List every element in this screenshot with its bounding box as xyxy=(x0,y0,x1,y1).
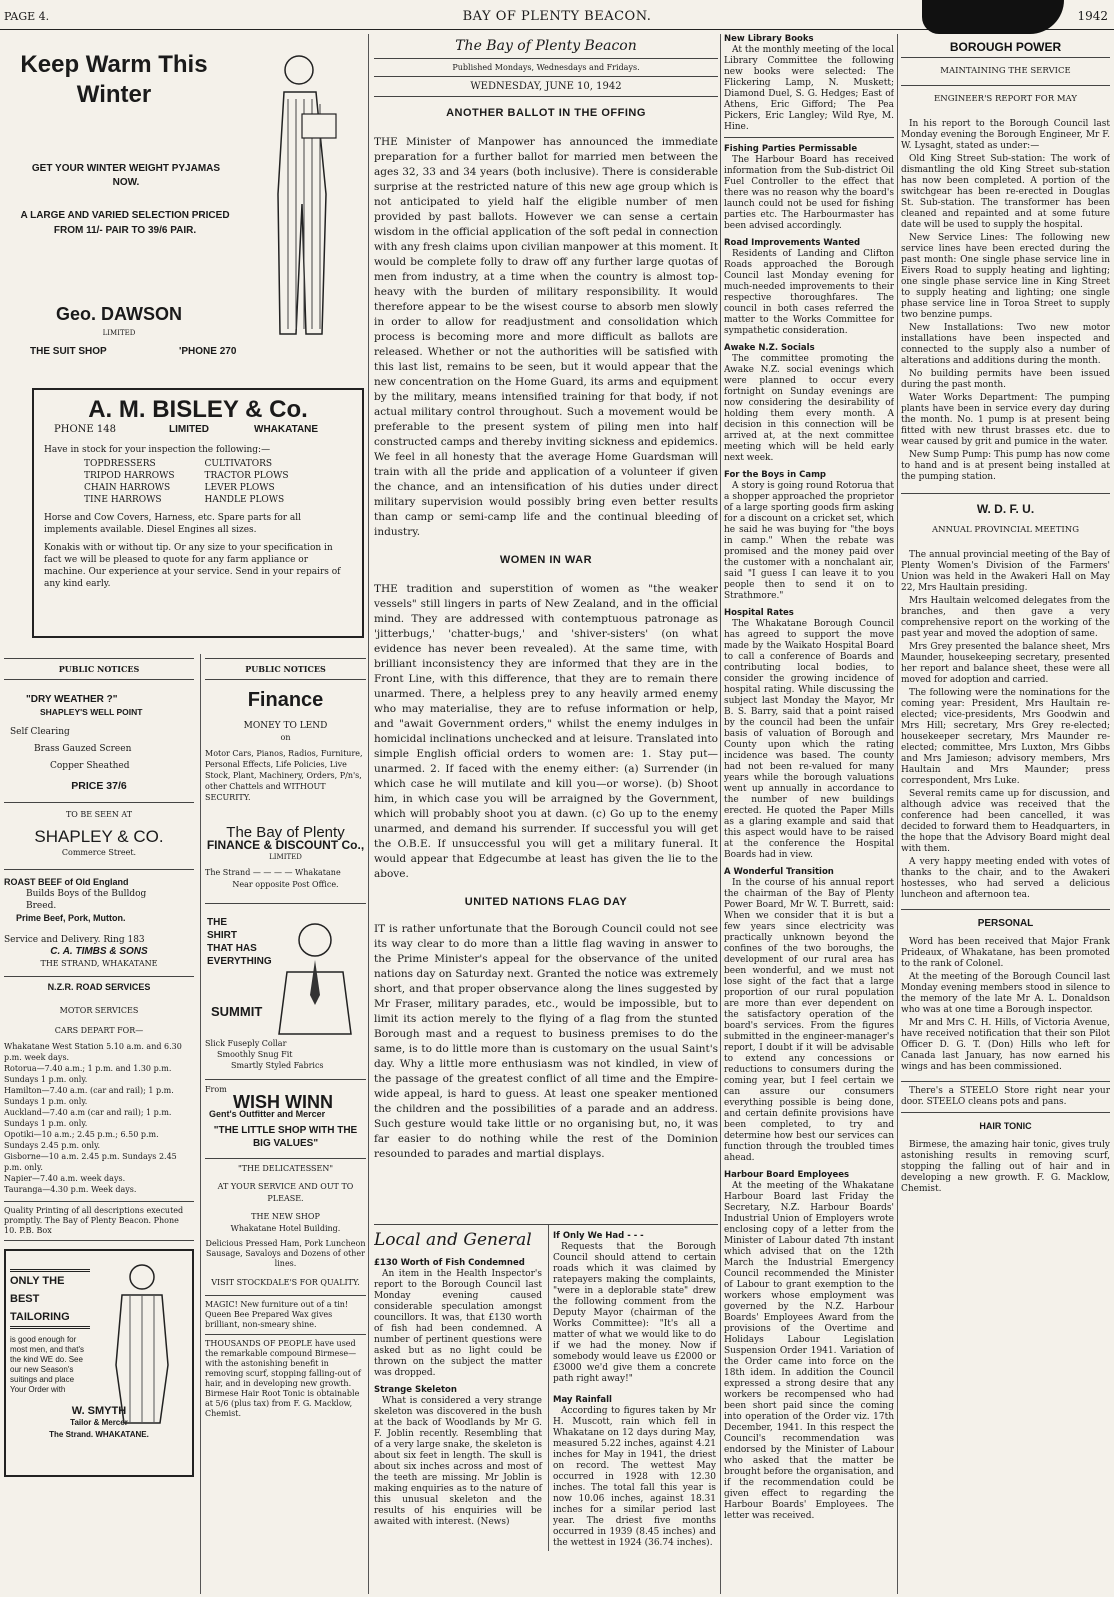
timetable: Whakatane West Station 5.10 a.m. and 6.30 p.m. week days. Rotorua—7.40 a.m.; 1 p.m. and 1.30 p.m. Sundays 1 p.m. only. Hamilton—7.40 a.m. (car and rail); 1 p.m. Sundays 1 p.m. only. Auckland—7.40 a.m (car and rail); 1 p.m. Sundays 1 p.m. only. Opotiki—10 a.m.; 2.45 p.m.; 6.50 p.m. Sundays 2.45 p.m. only. Gisborne—10 a.m. 2.45 p.m. Sundays 2.45 p.m. only. Napier—7.40 a.m. week days. Tauranga—4.30 p.m. Week days. xyxy=(4,1042,182,1194)
column-rule xyxy=(368,34,369,1594)
dawson-ad: Keep Warm This Winter GET YOUR WINTER WEIGHT PYJAMAS NOW. A LARGE AND VARIED SELECTION PRICED FROM 11/- PAIR TO 39/6 PAIR. Geo. DAWSON LIMITED THE SUIT SHOP 'PHONE 270 xyxy=(4,34,366,344)
editorial-column: The Bay of Plenty Beacon Published Mondays, Wednesdays and Fridays. WEDNESDAY, JUNE 10, 1942 ANOTHER BALLOT IN THE OFFING THE Minister of Manpower has announced the immediate preparation for a further ballot for married men between the ages 32, 33 and 34 years (both inclusive). There is considerable surprise at the restricted nature of this new age group which is not anticipated to yield half the eligible number of men provided by past ballots. However we can sense a certain wisdom in the official application of the soft pedal in connection with any fresh claims upon civilian manpower at this moment. It would be complete folly to draw off any further large quotas of men from industry, at a time when the country is almost top-heavy with the burden of military responsibility. It would therefore appear to be the wisest course to absorb men slowly in order to allow for readjustment and consolidation which process is becoming more and more difficult as ballots are released. Whether or not the authorities will be satisfied with this last list, remains to be seen, but it would appear that the new concentration on the Home Guard, its arms and equipment by the military, means intensified training for that body, if not actual military control throughout. Such a movement would be preferable to the present system of piling men into half constructed camps and thereby inviting sickness and epidemics. We feel in all honesty that the average Home Guardsman will train with all the pride and application of a volunteer if given the chance, and an intensification of his duties under direct military supervision would possibly bring even better results than camp or semi-camp life and the continual bleeding of industry. WOMEN IN WAR THE tradition and superstition of women as "the weaker vessels" still lingers in parts of New Zealand, and in the official mind. They are addressed with contemptuous patronage as 'jitterbugs,' 'chatter-bugs,' and 'shiver-sisters' (on what evidence has never been revealed). At the same time, with brilliant inconsistency they are informed that they are in the Front Line, with this difference, that they are to remain there unarmed. There, a helpless prey to any heavily armed enemy who may materialise, they are to refuse information or help, and "await Government orders," whilst the enemy indulges in homicidal inclinations unchecked and at leisure. Translated into simple English official orders to women are: 1. Stay put—unarmed. 2. If faced with the enemy either: (a) Surrender (in which case he will mutilate and kill you—or worse). (b) Shoot him, in which case you will be arraigned by the Government, which will probably shoot you at dawn. (c) Go up to the enemy unarmed, and demand his surrender. If successful you will get the O.B.E. If unsuccessful you will get a military funeral. It would appear that Edgecumbe at least has given the lie to the above. UNITED NATIONS FLAG DAY IT is rather unfortunate that the Borough Council could not see its way clear to do more than a little flag waving in answer to the Prime Minister's appeal for the observance of the united nations day on Saturday next. Granted the notice was extremely short, and that proper observance along the lines suggested by Mr Fraser, military parades, etc., would be impossible, but to limit its action merely to the flying of a flag from the stunted Borough mast and a request to business premises to do the same, is to do little more than is customary on the usual Saint's day. Why a little more enthusiasm was not kindled, in view of the passage of the greatest conflict of all time and the Empire-wide appeal, is hard to guess. At least one speaker mentioned the children and the possibilities of a parade and an address. Such gesture would take little or no organising but, no, it was far easier to do nothing while the rest of the Dominion resounded to parades and martial displays. xyxy=(374,38,718,1160)
left-ads xyxy=(4,34,366,1594)
pyjama-man-illustration xyxy=(254,44,354,344)
page-number: PAGE 4. xyxy=(4,10,50,23)
headline-ballot: ANOTHER BALLOT IN THE OFFING xyxy=(446,107,646,119)
public-notices-right: PUBLIC NOTICES Finance MONEY TO LEND on Motor Cars, Pianos, Radios, Furniture, Personal Effects, Life Policies, Live Stock, Plant, Machinery, Orders, P/n's, other Chattels and WITHOUT SECURITY. The Bay of Plenty FINANCE & DISCOUNT Co., LIMITED The Strand — — — — Whakatane Near opposite Post Office. THE SHIRT THAT HAS EVERYTHING SUMMIT Slick Fuseply Collar Smoothly Snug Fit Smartly Styled Fabrics From WISH WINN Gent's Outfitter and Mercer "THE LITTLE SHOP WITH THE BIG VALUES" "THE DELICATESSEN" AT YOUR SERVICE AND OUT TO PLEASE. THE NEW SHOP Whakatane Hotel Building. Delicious Pressed Ham, Pork Luncheon Sausage, Savaloys and Dozens of other lines. VISIT STOCKDALE'S FOR QUALITY. MAGIC! New furniture out of a tin! Queen Bee Prepared Wax gives brilliant, non-smeary shine. THOUSANDS OF PEOPLE have used the remarkable compound Birmese—with the astonishing benefit in removing scurf, stopping falling-out of hair, and in developing new growth. Birmese Hair Root Tonic is obtainable at 5/6 (plus tax) from F. G. Macklow, Chemist. xyxy=(200,654,366,1594)
headline-flag-day: UNITED NATIONS FLAG DAY xyxy=(464,896,628,908)
paper-title: BAY OF PLENTY BEACON. xyxy=(462,9,652,24)
header-date: 1942 xyxy=(1077,9,1108,23)
shapley-name: SHAPLEY & CO. xyxy=(34,827,164,846)
summit-ad: THE SHIRT THAT HAS EVERYTHING SUMMIT xyxy=(205,910,366,1038)
headline-women: WOMEN IN WAR xyxy=(499,554,593,566)
wish-winn: WISH WINN xyxy=(233,1092,333,1112)
bisley-name: A. M. BISLEY & Co. xyxy=(88,396,308,423)
bisley-ad: A. M. BISLEY & Co. PHONE 148 LIMITED WHAKATANE Have in stock for your inspection the following:— TOPDRESSERS TRIPOD HARROWS CHAIN HARROWS TINE HARROWS CULTIVATORS TRACTOR PLOWS LEVER PLOWS HANDLE PLOWS Horse and Cow Covers, Harness, etc. Spare parts for all implements available. Diesel Engines all sizes. Konakis with or without tip. Or any size to your specification in fact we will be pleased to quote for any farm appliance or machine. Our experience at your service. Send in your repairs of any kind early. xyxy=(32,388,364,638)
wdfu-title: W. D. F. U. xyxy=(976,502,1035,516)
dawson-headline: Keep Warm This Winter xyxy=(20,51,208,108)
column-rule xyxy=(720,34,721,1594)
personal-title: PERSONAL xyxy=(977,918,1034,929)
column-rule xyxy=(897,34,898,1594)
news-column-4: BOROUGH POWER MAINTAINING THE SERVICE ENGINEER'S REPORT FOR MAY In his report to the Borough Council last Monday evening the Borough Engineer, Mr F. W. Lysaght, stated as under:— Old King Street Sub-station: The work of dismantling the old King Street sub-station has now been completed. A portion of the switchgear has been re-erected in Douglas St. Sub-station. The transformer has been cleaned and repainted and at some future date will be used to supply the hospital. New Service Lines: The following new service lines have been erected during the past month: One single phase service line in Eivers Road to supply heating and lighting; one single phase service line in King Street to supply heating and lighting; one single phase service line in Toroa Street to supply two benzine pumps. New Installations: Two new motor installations have been inspected and connected to the supply also a number of alterations and additions during the month. No building permits have been issued during the past month. Water Works Department: The pumping plants have been in service every day during the month. No. 1 pump is at present being fitted with new thrust brasses etc. due to wear caused by grit and pumice in the water. New Sump Pump: This pump has now come to hand and is at present being installed at the pumping station. W. D. F. U. ANNUAL PROVINCIAL MEETING The annual provincial meeting of the Bay of Plenty Women's Division of the Farmers' Union was held in the Awakeri Hall on May 22, Mrs Haultain presiding. Mrs Haultain welcomed delegates from the branches, and then gave a very comprehensive report on the working of the past year and moved the adoption of same. Mrs Grey presented the balance sheet, Mrs Maunder, housekeeping secretary, presented her report and balance sheet, these were all moved for adoption and carried. The following were the nominations for the coming year: President, Mrs Haultain re-elected; vice-presidents, Mrs Goodwin and Mrs Hill; secretary, Mrs Grey re-elected; housekeeper secretary, Mrs Maunder re-elected; committee, Mrs Luxton, Mrs Gibbs and Mrs Jamieson; advisory members, Mrs Haultain and Mrs Maunder; press correspondent, Mrs Luke. Several remits came up for discussion, and although advice was received that the conference had been cancelled, it was decided to forward them to Headquarters, in the hope that the Advisory Board might deal with them. A very happy meeting ended with votes of thanks to the chair, and to the Awakeri hostesses, who had served a delicious luncheon and afternoon tea. PERSONAL Word has been received that Major Frank Prideaux, of Whakatane, has been promoted to the rank of Colonel. At the meeting of the Borough Council last Monday evening members stood in silence to the memory of the late Mr A. L. Donaldson who was at one time a Borough inspector. Mr and Mrs C. H. Hills, of Victoria Avenue, have received notification that their son Pilot Officer D. G. T. (Don) Hills who left for Canada last January, has now earned his wings and has been commissioned. There's a STEELO Store right near your door. STEELO cleans pots and pans. HAIR TONIC Birmese, the amazing hair tonic, gives truly astonishing results in removing scurf, stopping the falling out of hair and in developing a new growth. F. G. Macklow, Chemist. xyxy=(901,40,1110,1194)
shirt-man-illustration xyxy=(265,910,365,1035)
news-column-3: New Library Books At the monthly meeting of the local Library Committee the following new books were selected: The Flickering Lamp, N. Muskett; Diamond Duel, S. G. Hedges; East of Athens, Eric Gifford; The Pea Pickers, Eric Langley; Wild Rye, M. Hine. Fishing Parties Permissable The Harbour Board has received information from the Sub-district Oil Fuel Controller to the effect that there was no reason why the board's launch could not be used for fishing parties etc. The Harbourmaster has been advised accordingly. Road Improvements Wanted Residents of Landing and Clifton Roads approached the Borough Council last Monday evening for much-needed improvements to their respective thoroughfares. The council in both cases referred the matter to the Works Committee for sympathetic consideration. Awake N.Z. Socials The committee promoting the Awake N.Z. social evenings which were planned to occur every fortnight on Sunday evenings are now considering the desirability of holding them every month. A decision in this connection will be arrived at, at the next committee meeting which will be held early next week. For the Boys in Camp A story is going round Rotorua that a shopper approached the proprietor of a large sporting goods firm asking for a discount on a cricket set, which he said he was buying for "the boys in camp." When the rebate was promised and the money paid over the customer with a nonchalant air, said "I guess I can leave it to you people then to send it on to Strathmore." Hospital Rates The Whakatane Borough Council has agreed to support the move made by the Waikato Hospital Board to call a conference of Boards and contributing local bodies, to consider the growing incidence of hospital rating. While discussing the subject last Monday the Mayor, Mr B. S. Barry, said that a point raised by the council had been the unfair basis of valuation of Borough and County upon which the rating incidence was based. The county had not been re-valued for many years while the borough valuations went up annually in accordance to the number of new buildings erected. He quoted the Paper Mills as a glaring example and said that this aspect would have to be raised at the conference the Hospital Boards had in view. A Wonderful Transition In the course of his annual report the chairman of the Bay of Plenty Power Board, Mr W. T. Burrett, said: When we consider that it is but a few years since electricity was practically unknown beyond the confines of the two boroughs, the development of our rural area has been wonderful, and we must not lose sight of the fact that a large proportion of our rural population are more than ever dependent on the satisfactory operation of the board's services. From the figures submitted in the engineer-manager's report, I doubt if it will be advisable to extend any concessions or reductions to consumers during the coming year, but I feel certain we can assure our consumers everything possible is being done, and certain definite provisions have been completed, to try and determine how best our services can function through the troubled times ahead. Harbour Board Employees At the meeting of the Whakatane Harbour Board last Friday the Secretary, N.Z. Harbour Boards' Industrial Union of Employers wrote enclosing copy of a letter from the Minister of Labour dated 7th instant which advised that on the 12th March the Industrial Emergency Council recommended the Minister of Labour to grant exemption to the workers whose employment was governed by the N.Z. Harbour Boards' Employees Award from the provisions of the Overtime and Holidays Labour Legislation Suspension Order 1941. Variation of the Order came into force on the 18th idem. In addition the Council expressed a strong desire that any workers be recompensed who had been short paid since the coming into operation of the Order viz. 17th December, 1941. In this respect the Council's recommendation was endorsed by the Minister of Labour who asked that the matter be brought before the organisation, and if the recommendation could be given effect to regarding the Harbour Boards' Employees. The letter was received. xyxy=(724,34,894,1521)
public-notices-left: PUBLIC NOTICES "DRY WEATHER ?" SHAPLEY'S WELL POINT Self Clearing Brass Gauzed Screen Copper Sheathed PRICE 37/6 TO BE SEEN AT SHAPLEY & CO. Commerce Street. ROAST BEEF of Old England Builds Boys of the Bulldog Breed. Prime Beef, Pork, Mutton. Service and Delivery. Ring 183 C. A. TIMBS & SONS THE STRAND, WHAKATANE N.Z.R. ROAD SERVICES MOTOR SERVICES CARS DEPART FOR— Whakatane West Station 5.10 a.m. and 6.30 p.m. week days. Rotorua—7.40 a.m.; 1 p.m. and 1.30 p.m. Sundays 1 p.m. only. Hamilton—7.40 a.m. (car and rail); 1 p.m. Sundays 1 p.m. only. Auckland—7.40 a.m (car and rail); 1 p.m. Sundays 1 p.m. only. Opotiki—10 a.m.; 2.45 p.m.; 6.50 p.m. Sundays 2.45 p.m. only. Gisborne—10 a.m. 2.45 p.m. Sundays 2.45 p.m. only. Napier—7.40 a.m. week days. Tauranga—4.30 p.m. Week days. Quality Printing of all descriptions executed promptly. The Bay of Plenty Beacon. Phone 10. P.B. Box ONLY THE BEST TAILORING is good enough for most men, and that's the kind WE do. See our new Season's suitings and place Your Order with W. SMYTH Tailor & Mercer The Strand. WHAKATANE. xyxy=(4,654,194,1477)
borough-power-title: BOROUGH POWER xyxy=(949,40,1062,54)
ink-blot xyxy=(922,0,1064,34)
local-general-title: Local and General xyxy=(374,1230,532,1250)
masthead: The Bay of Plenty Beacon xyxy=(455,38,637,54)
local-and-general: Local and General £130 Worth of Fish Condemned An item in the Health Inspector's report to the Borough Council last Monday evening caused considerable speculation amongst councillors. It was, that £130 worth of fish had been condemned. A number of pertinent questions were asked but as no light could be thrown on the subject the matter was dropped. Strange Skeleton What is considered a very strange skeleton was discovered in the bush at the back of Woodlands by Mr G. F. Joblin recently. Resembling that of a very large snake, the skeleton is about six feet in length. The skull is about six inches across and most of the teeth are missing. Mr Joblin is making enquiries as to the nature of this unusual skeleton and the results of his enquiries will be awaited with interest. (News) If Only We Had - - - Requests that the Borough Council should attend to certain roads which it was claimed by ratepayers making the complaints, "were in a deplorable state" drew the following comment from the Deputy Mayor (chairman of the Works Committee): "It's all a matter of what we would like to do if we had the money. Now if somebody would leave us £2000 or £3000 we'd give them a concrete path right away!" May Rainfall According to figures taken by Mr H. Muscott, rain which fell in Whakatane on 12 days during May, measured 5.22 inches, against 4.21 inches for May in 1941, the driest on record. The wettest May occurred in 1928 with 12.30 inches. The total fall this year is now 10.06 inches, against 18.31 inches for a similar period last year. The driest five months occurred in 1939 (8.45 inches) and the wettest in 1924 (36.74 inches). xyxy=(374,1224,718,1594)
tailor-man-illustration xyxy=(102,1255,182,1425)
dawson-name: Geo. DAWSON xyxy=(55,304,182,324)
smyth-ad: ONLY THE BEST TAILORING is good enough for most men, and that's the kind WE do. See our new Season's suitings and place Your Order with W. SMYTH Tailor & Mercer The Strand. WHAKATANE. xyxy=(4,1249,194,1477)
finance-title: Finance xyxy=(247,689,324,711)
issue-date: WEDNESDAY, JUNE 10, 1942 xyxy=(470,81,622,92)
